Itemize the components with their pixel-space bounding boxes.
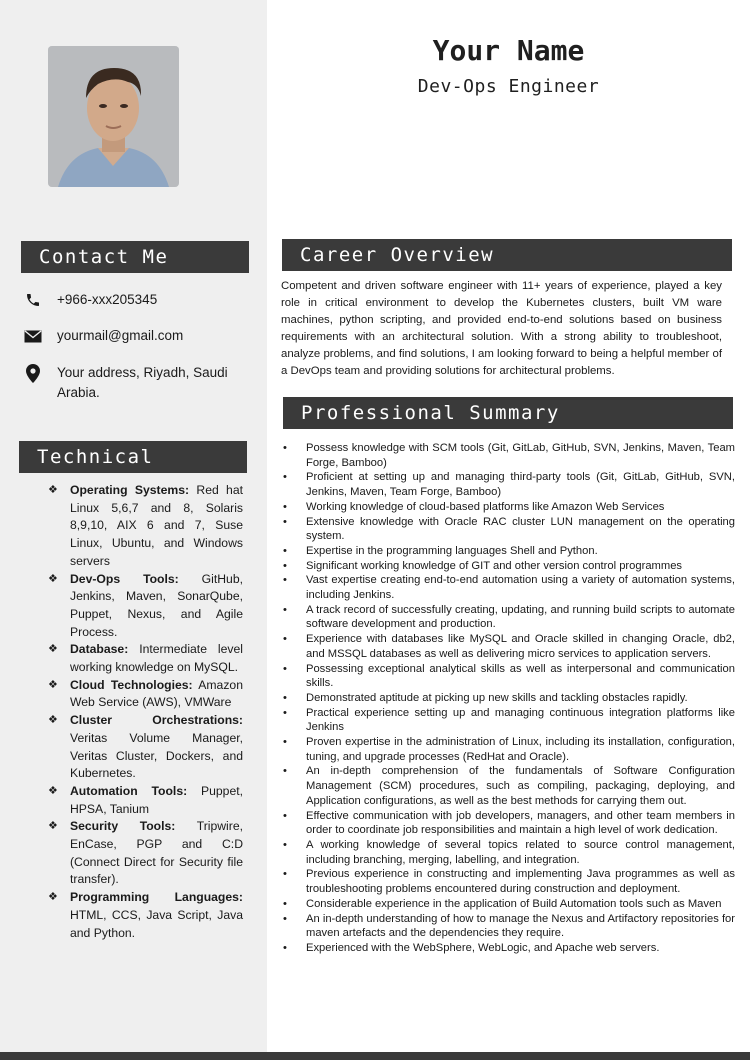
profile-photo bbox=[48, 46, 179, 187]
list-item: • Possess knowledge with SCM tools (Git, GitLab, GitHub, SVN, Jenkins, Maven, Team Forge, Bamboo) bbox=[283, 442, 735, 469]
list-item: ❖ Operating Systems: Red hat Linux 5,6,7 and 8, Solaris 8,9,10, AIX 6 and 7, Suse Linux, Ubuntu, and Windows servers bbox=[48, 483, 244, 568]
list-item: ❖ Cluster Orchestrations: Veritas Volume Manager, Veritas Cluster, Dockers, and Kubernetes. bbox=[48, 713, 243, 781]
bullet-icon: • bbox=[283, 500, 287, 513]
summary-list bbox=[283, 441, 735, 956]
contact-phone bbox=[22, 290, 237, 310]
diamond-bullet-icon: ❖ bbox=[48, 784, 58, 797]
list-item: • Previous experience in constructing and implementing Java programmes as well as troubleshooting problems encountered during construction and deployment. bbox=[283, 868, 735, 896]
bullet-icon: • bbox=[283, 868, 287, 881]
list-item: • Proven expertise in the administration of Linux, including its installation, configuration, tuning, and upgrade processes (RedHat and Oracle). bbox=[283, 736, 735, 763]
bullet-icon: • bbox=[283, 691, 287, 704]
diamond-bullet-icon: ❖ bbox=[48, 572, 58, 585]
diamond-bullet-icon: ❖ bbox=[48, 820, 58, 833]
bullet-icon: • bbox=[283, 633, 287, 646]
summary-heading: Professional Summary bbox=[283, 397, 733, 429]
phone-number: +966-xxx205345 bbox=[57, 292, 158, 307]
list-item: • A track record of successfully creating, updating, and running build scripts to automate software development and production. bbox=[283, 603, 735, 631]
postal-address: Your address, Riyadh, Saudi Arabia. bbox=[57, 365, 228, 400]
list-item: • An in-depth comprehension of the fundamentals of Software Configuration Management (SCM) procedures, such as compiling, packaging, deploying, and Application configurations, as well as the best methods for carrying them out. bbox=[283, 765, 735, 807]
footer-bar bbox=[0, 1052, 750, 1060]
contact-heading: Contact Me bbox=[21, 241, 249, 273]
list-item: • An in-depth understanding of how to manage the Nexus and Artifactory repositories for maven artefacts and the dependencies they require. bbox=[283, 912, 735, 940]
envelope-icon bbox=[22, 326, 44, 346]
job-title: Dev-Ops Engineer bbox=[417, 76, 600, 97]
technical-list bbox=[48, 482, 243, 942]
bullet-icon: • bbox=[283, 442, 287, 454]
bullet-icon: • bbox=[283, 603, 287, 616]
list-item: • Possessing exceptional analytical skills as well as interpersonal and communication skills. bbox=[283, 662, 735, 690]
list-item: • Significant working knowledge of GIT and other version control programmes bbox=[283, 559, 683, 572]
list-item: ❖ Database: Intermediate level working knowledge on MySQL. bbox=[48, 642, 243, 675]
list-item: • Expertise in the programming languages Shell and Python. bbox=[283, 544, 598, 557]
list-item: • Experience with databases like MySQL and Oracle skilled in changing Oracle, db2, and MSSQL databases as well as delivering micro services to application servers. bbox=[283, 633, 735, 660]
list-item: • Practical experience setting up and managing continuous integration platforms like Jenkins bbox=[283, 706, 735, 734]
map-pin-icon bbox=[22, 363, 44, 383]
career-overview-text: Competent and driven software engineer with 11+ years of experience, played a key role in critical environment to develop the Kubernetes clusters, built VM ware machines, python scripting, and provided end-to-end solutions based on business requirements with an architectural solution. With a strong ability to troubleshoot, analyze problems, and find solutions, I am looking forward to being a helpful member of a DevOps team and providing solutions for architectural problems. bbox=[281, 280, 722, 378]
list-item: ❖ Programming Languages: HTML, CCS, Java Script, Java and Python. bbox=[48, 890, 243, 940]
career-heading: Career Overview bbox=[282, 239, 732, 271]
diamond-bullet-icon: ❖ bbox=[48, 643, 58, 656]
bullet-icon: • bbox=[283, 912, 287, 925]
list-item: ❖ Security Tools: Tripwire, EnCase, PGP and C:D (Connect Direct for Security file transfer). bbox=[48, 819, 243, 887]
list-item: • Proficient at setting up and managing third-party tools (Git, GitLab, GitHub, SVN, Jenkins, Maven, Team Forge, Bamboo) bbox=[283, 471, 735, 499]
bullet-icon: • bbox=[283, 662, 287, 675]
list-item: • Effective communication with job developers, managers, and other team members in order to coordinate job responsibilities and maintain a high level of work dedication. bbox=[283, 809, 735, 837]
list-item: • A working knowledge of several topics related to source control management, including branching, merging, labelling, and integration. bbox=[283, 838, 735, 866]
list-item: ❖ Dev-Ops Tools: GitHub, Jenkins, Maven, SonarQube, Puppet, Nexus, and Agile Process. bbox=[48, 571, 243, 639]
list-item: • Experienced with the WebSphere, WebLogic, and Apache web servers. bbox=[283, 941, 660, 954]
contact-address bbox=[22, 363, 237, 403]
bullet-icon: • bbox=[283, 574, 287, 587]
diamond-bullet-icon: ❖ bbox=[48, 714, 58, 727]
bullet-icon: • bbox=[283, 941, 287, 954]
diamond-bullet-icon: ❖ bbox=[48, 678, 58, 691]
diamond-bullet-icon: ❖ bbox=[48, 891, 58, 904]
email-address: yourmail@gmail.com bbox=[57, 328, 184, 343]
list-item: ❖ Automation Tools: Puppet, HPSA, Tanium bbox=[48, 783, 243, 816]
bullet-icon: • bbox=[283, 736, 287, 749]
bullet-icon: • bbox=[283, 471, 287, 484]
technical-heading: Technical bbox=[19, 441, 247, 473]
bullet-icon: • bbox=[283, 706, 287, 719]
list-item: • Considerable experience in the application of Build Automation tools such as Maven bbox=[283, 897, 722, 910]
bullet-icon: • bbox=[283, 838, 287, 851]
diamond-bullet-icon: ❖ bbox=[48, 484, 58, 496]
list-item: ❖ Cloud Technologies: Amazon Web Service (AWS), VMWare bbox=[48, 677, 243, 710]
bullet-icon: • bbox=[283, 559, 287, 572]
contact-email bbox=[22, 326, 237, 346]
list-item: • Demonstrated aptitude at picking up new skills and tackling obstacles rapidly. bbox=[283, 691, 688, 704]
bullet-icon: • bbox=[283, 809, 287, 822]
bullet-icon: • bbox=[283, 544, 287, 557]
bullet-icon: • bbox=[283, 897, 287, 910]
bullet-icon: • bbox=[283, 765, 287, 778]
full-name: Your Name bbox=[432, 34, 585, 67]
list-item: • Working knowledge of cloud-based platforms like Amazon Web Services bbox=[283, 500, 665, 513]
list-item: • Extensive knowledge with Oracle RAC cluster LUN management on the operating system. bbox=[283, 515, 735, 543]
phone-icon bbox=[22, 290, 44, 310]
list-item: • Vast expertise creating end-to-end automation using a variety of automation systems, including Jenkins. bbox=[283, 574, 735, 602]
bullet-icon: • bbox=[283, 515, 287, 528]
